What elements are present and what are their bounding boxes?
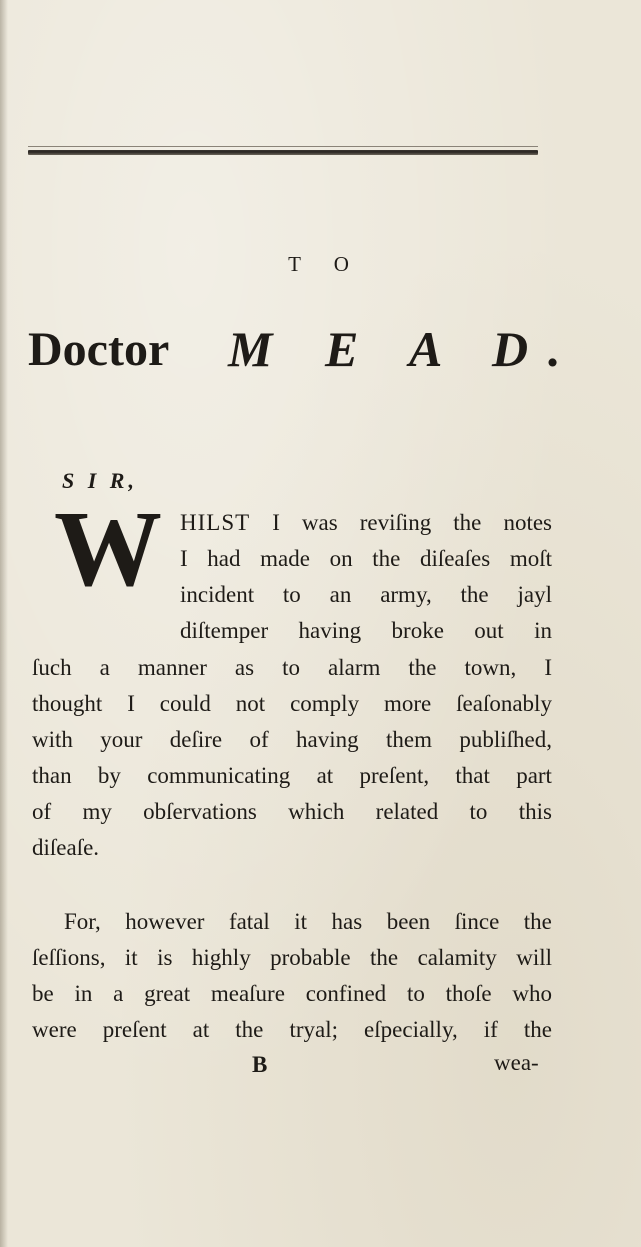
text-line: diſtemper having broke out in	[180, 618, 552, 643]
text-line: were preſent at the tryal; eſpecially, if the	[32, 1017, 552, 1042]
text-line: thought I could not comply more ſeaſonably	[32, 691, 552, 716]
title-doctor: Doctor	[28, 323, 170, 376]
text-line: ſeſſions, it is highly probable the calamity will	[32, 945, 552, 970]
ornamental-rule	[28, 150, 538, 155]
text-line: of my obſervations which related to this	[32, 799, 552, 824]
page-gutter-shadow	[0, 0, 8, 1247]
salutation: S I R,	[62, 468, 138, 493]
text-line: ſuch a manner as to alarm the town, I	[32, 655, 552, 680]
text-line: incident to an army, the jayl	[180, 582, 552, 607]
text-line: diſeaſe.	[32, 835, 100, 860]
text-line: be in a great meaſure confined to thoſe who	[32, 981, 552, 1006]
text-line: HILST I was reviſing the notes	[180, 510, 552, 535]
catchword: wea-	[494, 1050, 539, 1075]
text-line: I had made on the diſeaſes moſt	[180, 546, 552, 571]
text-line: with your deſire of having them publiſhed,	[32, 727, 552, 752]
signature-mark: B	[252, 1052, 268, 1077]
title-name: M E A D.	[228, 321, 581, 377]
ornamental-rule-thin	[28, 146, 538, 147]
dedication-to: T O	[288, 252, 363, 276]
text-line: For, however fatal it has been ſince the	[64, 909, 552, 934]
drop-cap: W	[54, 490, 160, 609]
text-line: than by communicating at preſent, that part	[32, 763, 552, 788]
dedication-title	[28, 318, 628, 388]
